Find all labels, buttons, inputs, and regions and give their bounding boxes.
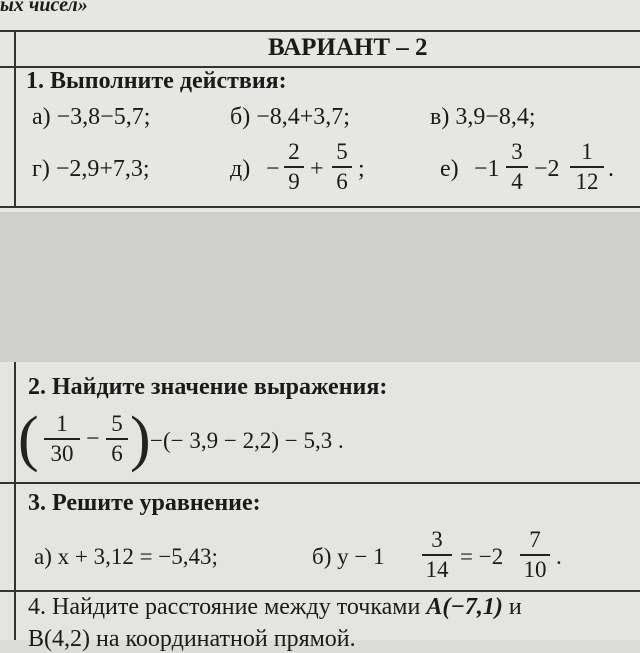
numerator: 1 xyxy=(56,411,68,436)
task1-g: г) −2,9+7,3; xyxy=(32,156,150,182)
left-paren: ( xyxy=(18,405,39,473)
denominator: 4 xyxy=(511,169,523,194)
task3-b-end: . xyxy=(556,544,562,569)
task3-b-mid: = −2 xyxy=(460,544,504,569)
denominator: 14 xyxy=(425,557,449,582)
task3-b-fraction-2 xyxy=(520,528,550,582)
table-line xyxy=(0,206,640,208)
task1-e-label: е) xyxy=(440,156,459,182)
task1-a: а) −3,8−5,7; xyxy=(32,104,151,130)
task1-d-label: д) xyxy=(230,156,251,182)
fraction-bar xyxy=(106,438,128,440)
denominator: 6 xyxy=(111,441,123,466)
table-border xyxy=(14,30,16,208)
task1-b: б) −8,4+3,7; xyxy=(230,104,350,130)
task1-d-plus: + xyxy=(310,156,324,182)
numerator: 5 xyxy=(111,411,123,436)
fraction-bar xyxy=(422,554,452,556)
denominator: 12 xyxy=(575,169,599,194)
task1-d-sign: − xyxy=(266,156,280,182)
task1-e-fraction-1 xyxy=(506,140,528,194)
table-line xyxy=(0,482,640,484)
fraction-bar xyxy=(506,166,528,168)
section-title-fragment: ых чисел» xyxy=(0,0,88,16)
task2-fraction-1 xyxy=(44,412,80,466)
numerator: 7 xyxy=(529,527,541,552)
task1-e-end: . xyxy=(608,156,614,182)
variant-title: ВАРИАНТ – 2 xyxy=(268,34,428,61)
denominator: 9 xyxy=(288,169,300,194)
fraction-bar xyxy=(570,166,604,168)
task1-title: 1. Выполните действия: xyxy=(26,68,287,94)
numerator: 1 xyxy=(581,139,593,164)
task2-title: 2. Найдите значение выражения: xyxy=(28,374,388,400)
numerator: 5 xyxy=(336,139,348,164)
task1-v: в) 3,9−8,4; xyxy=(430,104,536,130)
numerator: 2 xyxy=(288,139,300,164)
task3-title: 3. Решите уравнение: xyxy=(28,490,261,516)
point-a: A(−7,1) xyxy=(426,594,503,620)
task2-fraction-2 xyxy=(106,412,128,466)
fraction-bar xyxy=(520,554,550,556)
denominator: 10 xyxy=(523,557,547,582)
fraction-bar xyxy=(44,438,80,440)
task4-line1 xyxy=(28,594,522,621)
task2-rest: −(− 3,9 − 2,2) − 5,3 . xyxy=(150,428,344,453)
task1-e-part2: −2 xyxy=(534,156,560,182)
table-line xyxy=(0,30,640,32)
fraction-bar xyxy=(332,166,352,168)
task4-title: 4. Найдите расстояние между точками xyxy=(28,594,421,620)
task4-and: и xyxy=(508,594,522,620)
task3-b-fraction-1 xyxy=(422,528,452,582)
numerator: 3 xyxy=(431,527,443,552)
task1-e-fraction-2 xyxy=(570,140,604,194)
fraction-bar xyxy=(284,166,304,168)
task4-line2: B(4,2) на координатной прямой. xyxy=(28,626,356,652)
task1-d-fraction-2 xyxy=(332,140,352,194)
table-border xyxy=(14,362,16,640)
task1-e-part1: −1 xyxy=(474,156,500,182)
numerator: 3 xyxy=(511,139,523,164)
task3-a: а) x + 3,12 = −5,43; xyxy=(34,544,218,569)
task1-d-fraction-1 xyxy=(284,140,304,194)
denominator: 30 xyxy=(50,441,74,466)
task2-minus: − xyxy=(86,426,100,452)
right-paren: ) xyxy=(130,405,151,473)
task3-b-label: б) y − 1 xyxy=(312,544,385,569)
table-line xyxy=(0,590,640,592)
denominator: 6 xyxy=(336,169,348,194)
task1-d-end: ; xyxy=(358,156,365,182)
page-gap xyxy=(0,212,640,362)
